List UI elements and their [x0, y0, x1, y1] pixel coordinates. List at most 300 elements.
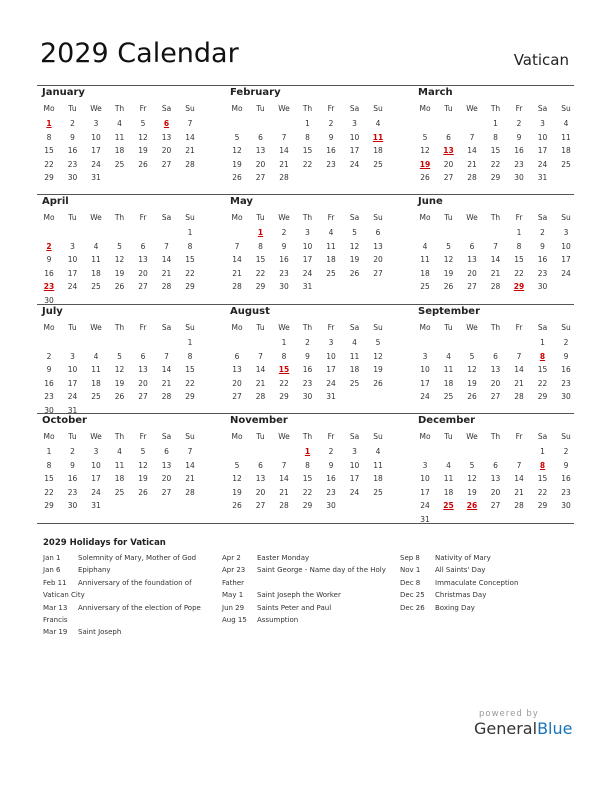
country-name: Vatican	[513, 51, 569, 69]
day-number: 13	[138, 255, 148, 264]
day-number: 8	[187, 351, 193, 361]
holiday-date: Dec 25	[400, 591, 425, 600]
day-number: 13	[490, 474, 501, 483]
holiday-entry	[400, 577, 580, 589]
day-number: 14	[279, 146, 289, 155]
day-number: 19	[443, 268, 454, 278]
holiday-name-continued: Francis	[43, 616, 68, 625]
holiday-date: Nov 1	[400, 566, 421, 575]
day-number: 16	[44, 268, 54, 278]
day-number: 12	[114, 365, 125, 374]
weekday-header: Mo	[419, 432, 431, 441]
day-number: 6	[258, 460, 263, 470]
day-number: 28	[514, 392, 524, 401]
weekday-header: Su	[185, 432, 195, 441]
day-number: 18	[326, 255, 336, 264]
day-number: 29	[537, 392, 548, 401]
weekday-header: Fr	[515, 432, 523, 441]
day-number: 15	[302, 474, 313, 483]
holiday-day: 1	[304, 447, 311, 456]
day-number: 5	[469, 351, 475, 361]
day-number: 18	[420, 268, 430, 278]
day-number: 18	[349, 365, 360, 374]
day-number: 30	[44, 405, 54, 415]
row-divider	[37, 304, 574, 305]
day-number: 13	[490, 365, 501, 374]
day-number: 6	[234, 351, 240, 361]
holiday-name: Boxing Day	[435, 603, 475, 612]
day-number: 27	[490, 392, 501, 401]
day-number: 28	[490, 282, 501, 291]
day-number: 11	[326, 241, 336, 251]
holiday-name: Christmas Day	[435, 591, 487, 600]
holiday-date: Apr 23	[222, 566, 246, 575]
day-number: 10	[420, 365, 430, 374]
weekday-header: Th	[114, 213, 125, 222]
day-number: 2	[305, 338, 310, 347]
day-number: 2	[563, 338, 569, 347]
day-number: 1	[540, 338, 545, 347]
day-number: 20	[443, 159, 454, 169]
weekday-header: We	[278, 213, 290, 222]
day-number: 27	[373, 268, 383, 278]
day-number: 1	[516, 228, 522, 237]
day-number: 4	[328, 228, 334, 237]
day-number: 15	[44, 146, 54, 155]
day-number: 12	[349, 241, 360, 251]
weekday-header: Th	[490, 213, 501, 222]
holiday-day: 6	[163, 119, 170, 128]
weekday-header: Th	[114, 104, 125, 113]
day-number: 18	[91, 378, 101, 388]
day-number: 8	[281, 351, 287, 361]
day-number: 25	[91, 282, 101, 291]
day-number: 30	[561, 501, 571, 510]
day-number: 26	[467, 392, 477, 401]
day-number: 26	[349, 268, 360, 278]
holiday-name: Saint Joseph the Worker	[257, 591, 341, 600]
day-number: 26	[232, 173, 242, 182]
day-number: 2	[46, 351, 52, 361]
day-number: 24	[420, 501, 430, 510]
day-number: 13	[255, 146, 266, 155]
weekday-header: We	[90, 213, 102, 222]
day-number: 16	[561, 365, 571, 374]
row-divider	[37, 413, 574, 414]
day-number: 29	[44, 173, 54, 182]
day-number: 3	[352, 119, 357, 128]
day-number: 16	[67, 146, 78, 155]
weekday-header: Su	[185, 104, 195, 113]
holiday-name: Saints Peter and Paul	[257, 603, 332, 612]
row-divider	[37, 194, 574, 195]
day-number: 29	[185, 282, 195, 291]
holiday-name: All Saints' Day	[435, 566, 486, 575]
day-number: 5	[234, 460, 240, 470]
day-number: 12	[373, 351, 383, 361]
holiday-name: Solemnity of Mary, Mother of God	[78, 554, 197, 562]
day-number: 19	[114, 268, 125, 278]
weekday-header: We	[466, 104, 478, 113]
weekday-header: Fr	[327, 432, 335, 441]
day-number: 24	[91, 159, 101, 169]
day-number: 18	[443, 378, 454, 388]
weekday-header: Tu	[256, 432, 265, 441]
day-number: 6	[140, 241, 146, 251]
day-number: 21	[279, 159, 289, 169]
day-number: 7	[164, 351, 169, 361]
day-number: 2	[281, 228, 287, 237]
weekday-header: Th	[302, 432, 313, 441]
weekday-header: Sa	[161, 213, 172, 222]
day-number: 3	[563, 228, 569, 237]
day-number: 30	[514, 173, 524, 182]
day-number: 14	[255, 365, 266, 374]
day-number: 5	[117, 241, 122, 251]
day-number: 31	[91, 501, 101, 510]
day-number: 23	[326, 159, 336, 169]
day-number: 22	[302, 487, 313, 497]
weekday-header: Su	[185, 213, 195, 222]
day-number: 26	[114, 282, 125, 291]
day-number: 24	[349, 159, 360, 169]
day-number: 18	[443, 487, 454, 497]
weekday-header: Sa	[161, 432, 172, 441]
weekday-header: We	[466, 323, 478, 332]
day-number: 19	[467, 378, 477, 388]
day-number: 14	[490, 255, 501, 264]
day-number: 11	[443, 474, 454, 483]
holiday-entry	[222, 602, 397, 614]
day-number: 15	[302, 146, 313, 155]
weekday-header: Tu	[68, 213, 77, 222]
day-number: 16	[67, 474, 78, 483]
day-number: 21	[467, 159, 477, 169]
day-number: 15	[185, 365, 195, 374]
day-number: 8	[516, 241, 522, 251]
day-number: 22	[279, 378, 289, 388]
holiday-name: Immaculate Conception	[435, 578, 519, 587]
day-number: 6	[493, 351, 498, 361]
day-number: 10	[326, 351, 336, 361]
holiday-name: Easter Monday	[257, 554, 310, 562]
month-name: November	[230, 415, 288, 426]
month-name: January	[42, 87, 85, 98]
day-number: 15	[255, 255, 266, 264]
day-number: 17	[326, 365, 336, 374]
holiday-entry	[222, 552, 397, 564]
day-number: 9	[328, 132, 334, 142]
holiday-name-continued: Father	[222, 578, 245, 587]
day-number: 25	[91, 392, 101, 401]
day-number: 24	[67, 282, 78, 291]
holiday-entry	[43, 577, 213, 589]
day-number: 23	[537, 268, 548, 278]
day-number: 28	[232, 282, 242, 291]
day-number: 13	[467, 255, 477, 264]
weekday-header: Th	[114, 432, 125, 441]
brand-name-blue: Blue	[537, 719, 573, 738]
day-number: 19	[349, 255, 360, 264]
day-number: 25	[114, 159, 125, 169]
day-number: 28	[161, 392, 172, 401]
day-number: 20	[467, 268, 477, 278]
month-name: August	[230, 306, 270, 317]
day-number: 21	[490, 268, 501, 278]
weekday-header: Fr	[327, 104, 335, 113]
weekday-header: Th	[302, 323, 313, 332]
holiday-name: Nativity of Mary	[435, 554, 491, 562]
day-number: 12	[467, 365, 477, 374]
day-number: 17	[561, 255, 571, 264]
day-number: 4	[117, 447, 122, 456]
weekday-header: We	[278, 432, 290, 441]
holiday-day: 13	[443, 146, 454, 155]
day-number: 30	[279, 282, 289, 291]
day-number: 16	[326, 146, 336, 155]
day-number: 1	[305, 119, 310, 128]
holiday-date: Jan 6	[43, 566, 61, 575]
day-number: 6	[469, 241, 475, 251]
weekday-header: Mo	[231, 213, 243, 222]
holiday-date: Jan 1	[43, 554, 61, 562]
day-number: 7	[493, 241, 498, 251]
weekday-header: Sa	[349, 432, 360, 441]
day-number: 12	[420, 146, 430, 155]
day-number: 27	[443, 173, 454, 182]
day-number: 19	[232, 159, 242, 169]
day-number: 23	[279, 268, 289, 278]
day-number: 3	[422, 351, 428, 361]
day-number: 28	[185, 487, 195, 497]
day-number: 2	[70, 119, 75, 128]
holiday-date: Feb 11	[43, 578, 67, 587]
weekday-header: Mo	[231, 432, 243, 441]
day-number: 31	[91, 173, 101, 182]
weekday-header: Sa	[161, 104, 172, 113]
weekday-header: Th	[302, 213, 313, 222]
day-number: 20	[138, 378, 148, 388]
holiday-entry	[43, 626, 213, 638]
weekday-header: Sa	[349, 104, 360, 113]
day-number: 4	[352, 338, 357, 347]
day-number: 28	[185, 159, 195, 169]
day-number: 25	[443, 392, 454, 401]
holiday-date: Mar 13	[43, 603, 68, 612]
day-number: 22	[44, 159, 54, 169]
holiday-entry	[222, 614, 397, 626]
day-number: 4	[117, 119, 122, 128]
day-number: 27	[467, 282, 477, 291]
day-number: 2	[328, 447, 334, 456]
day-number: 27	[232, 392, 242, 401]
day-number: 16	[279, 255, 289, 264]
day-number: 10	[561, 241, 571, 251]
day-number: 18	[91, 268, 101, 278]
weekday-header: Su	[373, 432, 383, 441]
day-number: 7	[516, 351, 522, 361]
day-number: 10	[67, 365, 78, 374]
weekday-header: We	[466, 432, 478, 441]
day-number: 11	[349, 351, 360, 361]
day-number: 3	[70, 351, 75, 361]
day-number: 31	[67, 405, 78, 415]
day-number: 24	[91, 487, 101, 497]
weekday-header: Mo	[419, 213, 431, 222]
day-number: 20	[490, 378, 501, 388]
day-number: 7	[187, 447, 193, 456]
day-number: 19	[138, 474, 148, 483]
day-number: 5	[140, 447, 146, 456]
day-number: 19	[114, 378, 125, 388]
day-number: 7	[234, 241, 240, 251]
day-number: 15	[185, 255, 195, 264]
day-number: 21	[185, 146, 195, 155]
holiday-entry	[43, 564, 213, 576]
weekday-header: Mo	[43, 323, 55, 332]
day-number: 28	[255, 392, 266, 401]
day-number: 25	[349, 378, 360, 388]
weekday-header: Su	[561, 432, 571, 441]
weekday-header: Fr	[139, 213, 147, 222]
weekday-header: Tu	[68, 432, 77, 441]
weekday-header: Tu	[68, 104, 77, 113]
day-number: 20	[161, 474, 172, 483]
day-number: 23	[302, 378, 313, 388]
day-number: 31	[326, 392, 336, 401]
weekday-header: Su	[373, 323, 383, 332]
day-number: 29	[255, 282, 266, 291]
weekday-header: Mo	[43, 213, 55, 222]
day-number: 3	[540, 119, 545, 128]
weekday-header: Th	[490, 104, 501, 113]
holiday-entry	[400, 552, 580, 564]
day-number: 17	[349, 474, 360, 483]
day-number: 29	[279, 392, 289, 401]
day-number: 5	[234, 132, 240, 142]
day-number: 17	[91, 146, 101, 155]
day-number: 9	[281, 241, 287, 251]
day-number: 10	[420, 474, 430, 483]
holiday-entry	[400, 564, 580, 576]
day-number: 1	[187, 228, 193, 237]
weekday-header: Fr	[327, 213, 335, 222]
day-number: 19	[232, 487, 242, 497]
day-number: 3	[305, 228, 310, 237]
day-number: 15	[490, 146, 501, 155]
weekday-header: Fr	[327, 323, 335, 332]
holiday-date: Jun 29	[222, 603, 245, 612]
weekday-header: Th	[490, 432, 501, 441]
holiday-entry	[222, 564, 397, 576]
day-number: 2	[516, 119, 522, 128]
holiday-day: 19	[419, 159, 431, 169]
day-number: 14	[514, 474, 524, 483]
holiday-date: Dec 8	[400, 578, 421, 587]
day-number: 25	[561, 159, 571, 169]
day-number: 22	[44, 487, 54, 497]
day-number: 2	[540, 228, 545, 237]
day-number: 29	[44, 501, 54, 510]
day-number: 4	[375, 119, 381, 128]
day-number: 11	[373, 460, 383, 470]
day-number: 20	[161, 146, 172, 155]
holiday-day: 23	[43, 282, 55, 291]
holiday-name: Saint Joseph	[78, 628, 122, 637]
day-number: 26	[443, 282, 454, 291]
holiday-name: Assumption	[257, 616, 299, 625]
day-number: 21	[161, 268, 172, 278]
day-number: 10	[537, 132, 548, 142]
day-number: 11	[114, 132, 125, 142]
day-number: 23	[326, 487, 336, 497]
day-number: 23	[561, 487, 571, 497]
day-number: 28	[161, 282, 172, 291]
day-number: 30	[537, 282, 548, 291]
day-number: 8	[46, 460, 52, 470]
day-number: 12	[443, 255, 454, 264]
day-number: 19	[467, 487, 477, 497]
weekday-header: Su	[373, 104, 383, 113]
row-divider	[37, 85, 574, 86]
day-number: 21	[514, 487, 524, 497]
weekday-header: Fr	[139, 104, 147, 113]
day-number: 22	[514, 268, 524, 278]
weekday-header: Tu	[256, 323, 265, 332]
day-number: 12	[232, 146, 242, 155]
day-number: 11	[443, 365, 454, 374]
day-number: 4	[93, 241, 99, 251]
holiday-name: Anniversary of the foundation of	[78, 578, 192, 587]
weekday-header: Fr	[515, 104, 523, 113]
weekday-header: Fr	[139, 323, 147, 332]
day-number: 7	[281, 132, 287, 142]
day-number: 17	[91, 474, 101, 483]
day-number: 4	[446, 351, 451, 361]
weekday-header: Sa	[537, 213, 548, 222]
day-number: 17	[420, 378, 430, 388]
day-number: 5	[140, 119, 146, 128]
day-number: 8	[187, 241, 193, 251]
day-number: 9	[563, 351, 569, 361]
day-number: 12	[114, 255, 125, 264]
weekday-header: Tu	[256, 104, 265, 113]
day-number: 17	[537, 146, 548, 155]
day-number: 11	[91, 255, 101, 264]
day-number: 4	[422, 241, 428, 251]
day-number: 20	[138, 268, 148, 278]
weekday-header: We	[90, 323, 102, 332]
generalblue-logo[interactable]	[474, 719, 572, 738]
day-number: 23	[44, 392, 54, 401]
day-number: 9	[70, 132, 75, 142]
brand-name-general: General	[474, 719, 538, 738]
day-number: 3	[328, 338, 334, 347]
day-number: 5	[375, 338, 381, 347]
weekday-header: Tu	[444, 104, 453, 113]
weekday-header: Fr	[515, 213, 523, 222]
holiday-entry	[43, 552, 213, 564]
day-number: 4	[375, 447, 381, 456]
day-number: 6	[164, 447, 169, 456]
day-number: 21	[255, 378, 266, 388]
day-number: 11	[114, 460, 125, 470]
day-number: 28	[514, 501, 524, 510]
holiday-day: 1	[257, 228, 264, 237]
day-number: 28	[467, 173, 477, 182]
month-name: July	[42, 306, 63, 317]
weekday-header: Tu	[68, 323, 77, 332]
